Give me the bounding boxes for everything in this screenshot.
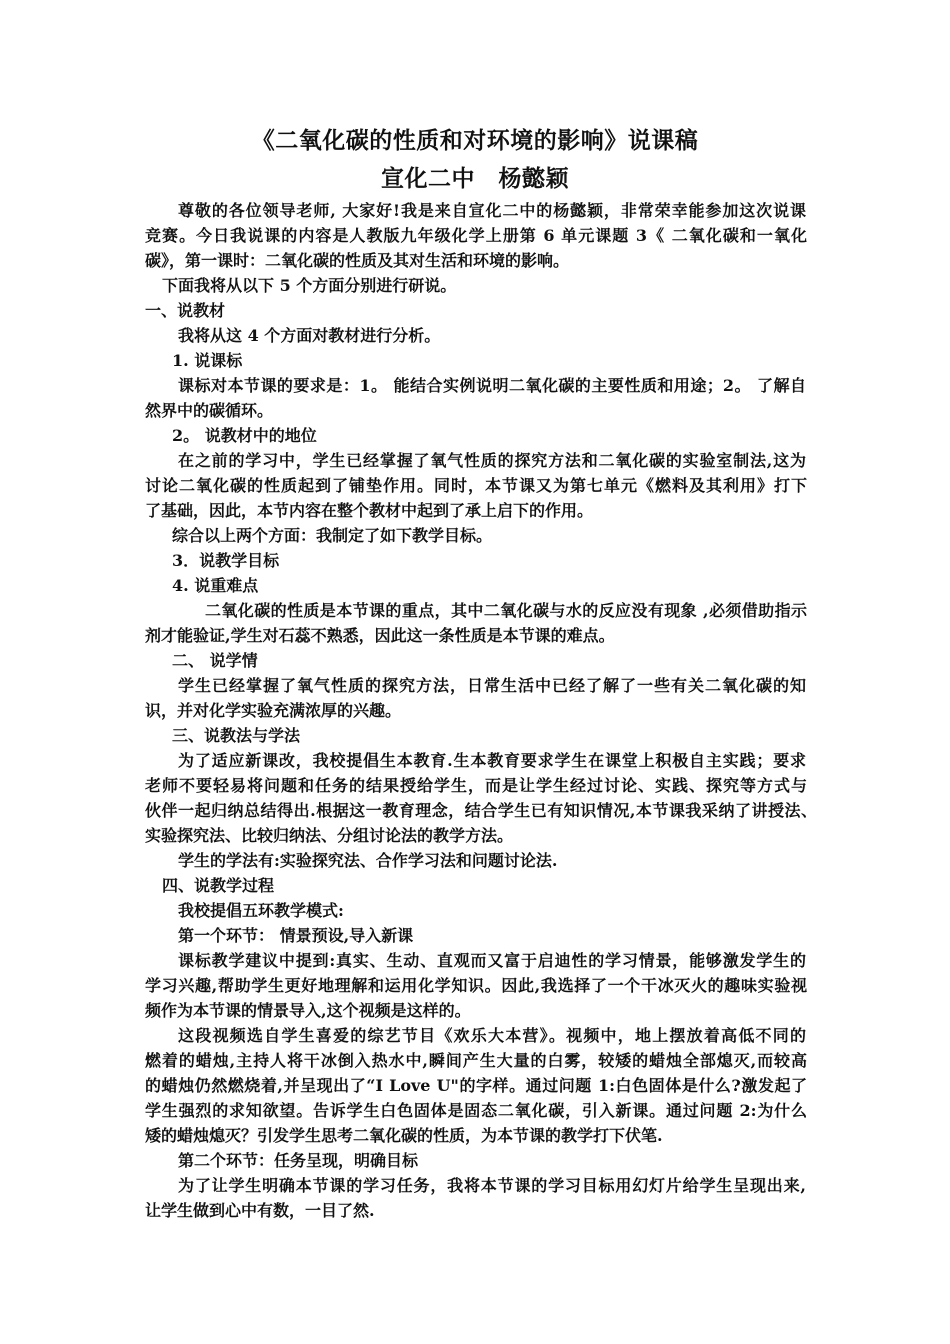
section-heading: 三、说教法与学法 [172,726,301,745]
subsection-heading: 1. 说课标 [172,351,243,370]
section-heading: 四、说教学过程 [162,876,275,895]
body-line: 下面我将从以下 5 个方面分别进行研说。 [162,276,457,295]
body-line: 二氧化碳的性质是本节课的重点，其中二氧化碳与水的反应没有现象 ,必须借助指示 [205,601,807,620]
body-line: 在之前的学习中，学生已经掌握了氧气性质的探究方法和二氧化碳的实验室制法,这为 [178,451,806,470]
body-line: 尊敬的各位领导老师, 大家好!我是来自宣化二中的杨懿颖，非常荣幸能参加这次说课 [178,201,806,220]
section-heading: 一、说教材 [145,301,226,320]
body-line: 我将从这 4 个方面对教材进行分析。 [178,326,441,345]
body-line: 识，并对化学实验充满浓厚的兴趣。 [145,701,402,720]
author-line: 宣化二中 杨懿颖 [381,165,569,192]
body-line: 剂才能验证,学生对石蕊不熟悉，因此这一条性质是本节课的难点。 [145,626,615,645]
subsection-heading: 3．说教学目标 [172,551,280,570]
body-line: 这段视频选自学生喜爱的综艺节目《欢乐大本营》。视频中，地上摆放着高低不同的 [178,1026,806,1045]
body-line: 了基础，因此，本节内容在整个教材中起到了承上启下的作用。 [145,501,594,520]
subsection-heading: 2。 说教材中的地位 [172,426,317,445]
document-title: 《二氧化碳的性质和对环境的影响》说课稿 [251,127,699,154]
body-line: 讨论二氧化碳的性质起到了铺垫作用。同时，本节课又为第七单元《燃料及其利用》打下 [145,476,807,495]
section-heading: 二、 说学情 [172,651,258,670]
body-line: 实验探究法、比较归纳法、分组讨论法的教学方法。 [145,826,514,845]
body-line: 为了让学生明确本节课的学习任务，我将本节课的学习目标用幻灯片给学生呈现出来, [178,1176,806,1195]
body-line: 第一个环节： 情景预设,导入新课 [178,926,414,945]
body-line: 碳》，第一课时：二氧化碳的性质及其对生活和环境的影响。 [145,251,570,270]
body-line: 矮的蜡烛熄灭？引发学生思考二氧化碳的性质，为本节课的教学打下伏笔. [145,1126,663,1145]
body-line: 老师不要轻易将问题和任务的结果授给学生，而是让学生经过讨论、实践、探究等方式与 [145,776,807,795]
body-line: 燃着的蜡烛,主持人将干冰倒入热水中,瞬间产生大量的白雾，较矮的蜡烛全部熄灭,而较高 [145,1051,807,1070]
body-line: 让学生做到心中有数，一目了然. [145,1201,375,1220]
body-line: 为了适应新课改，我校提倡生本教育.生本教育要求学生在课堂上积极自主实践；要求 [178,751,806,770]
body-line: 学生的学法有:实验探究法、合作学习法和问题讨论法. [178,851,558,870]
body-line: 频作为本节课的情景导入,这个视频是这样的。 [145,1001,471,1020]
body-line: 学习兴趣,帮助学生更好地理解和运用化学知识。因此,我选择了一个干冰灭火的趣味实验视 [145,976,807,995]
subsection-heading: 4. 说重难点 [172,576,259,595]
body-line: 伙伴一起归纳总结得出.根据这一教育理念，结合学生已有知识情况,本节课我采纳了讲授法、 [145,801,817,820]
body-line: 课标对本节课的要求是：1。 能结合实例说明二氧化碳的主要性质和用途；2。 了解自 [178,376,806,395]
body-line: 我校提倡五环教学模式: [178,901,344,920]
body-line: 的蜡烛仍然燃烧着,并呈现出了“I Love U"的字样。通过问题 1:白色固体是什么?激发起了 [145,1076,807,1095]
body-line: 学生已经掌握了氧气性质的探究方法，日常生活中已经了解了一些有关二氧化碳的知 [178,676,806,695]
body-line: 综合以上两个方面：我制定了如下教学目标。 [172,526,493,545]
body-line: 竞赛。今日我说课的内容是人教版九年级化学上册第 6 单元课题 3《 二氧化碳和一氧化 [145,226,807,245]
body-line: 第二个环节：任务呈现，明确目标 [178,1151,419,1170]
body-line: 然界中的碳循环。 [145,401,274,420]
body-line: 课标教学建议中提到:真实、生动、直观而又富于启迪性的学习情景，能够激发学生的 [178,951,806,970]
body-line: 学生强烈的求知欲望。告诉学生白色固体是固态二氧化碳，引入新课。通过问题 2:为什么 [145,1101,807,1120]
